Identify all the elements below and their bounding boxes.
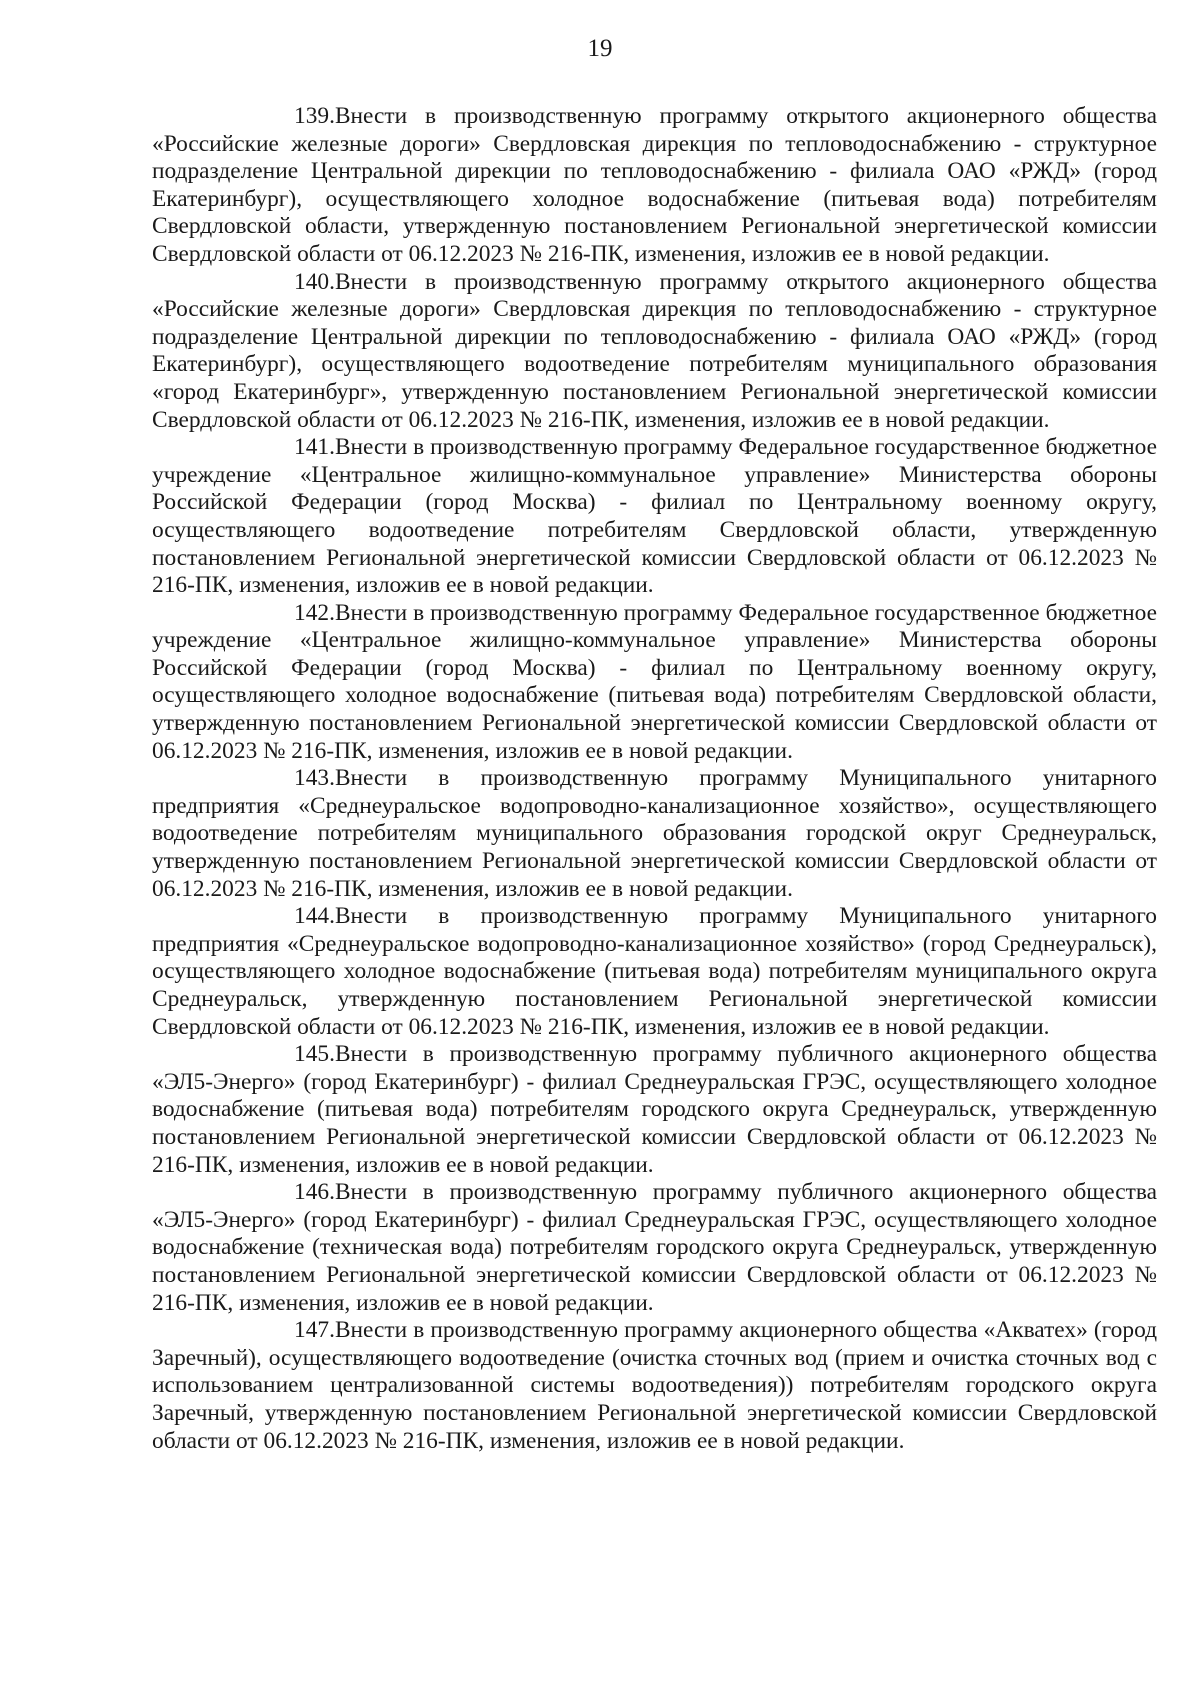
paragraph-text: Внести в производственную программу публичного акционерного общества «ЭЛ5-Энерго» (город Екатеринбург) - филиал Среднеуральская ГРЭС, осуществляющего холодное водоснабжение (техническая вода) потребителям городского округа Среднеуральск, утвержденную постановлением Региональной энергетической комиссии Свердловской области от 06.12.2023 № 216-ПК, изменения, изложив ее в новой редакции. — [152, 1179, 1157, 1316]
page-number: 19 — [587, 35, 613, 62]
paragraph-145 — [152, 1041, 1157, 1179]
paragraph-text: Внести в производственную программу Федеральное государственное бюджетное учреждение «Центральное жилищно-коммунальное управление» Министерства обороны Российской Федерации (город Москва) - филиал по Центральному военному округу, осуществляющего холодное водоснабжение (питьевая вода) потребителям Свердловской области, утвержденную постановлением Региональной энергетической комиссии Свердловской области от 06.12.2023 № 216-ПК, изменения, изложив ее в новой редакции. — [152, 599, 1157, 764]
paragraph-text: Внести в производственную программу акционерного общества «Акватех» (город Заречный), осуществляющего водоотведение (очистка сточных вод (прием и очистка сточных вод с использованием централизованной системы водоотведения)) потребителям городского округа Заречный, утвержденную постановлением Региональной энергетической комиссии Свердловской области от 06.12.2023 № 216-ПК, изменения, изложив ее в новой редакции. — [152, 1317, 1157, 1454]
paragraph-text: Внести в производственную программу Муниципального унитарного предприятия «Среднеуральское водопроводно-канализационное хозяйство» (город Среднеуральск), осуществляющего холодное водоснабжение (питьевая вода) потребителям муниципального округа Среднеуральск, утвержденную постановлением Региональной энергетической комиссии Свердловской области от 06.12.2023 № 216-ПК, изменения, изложив ее в новой редакции. — [152, 903, 1157, 1040]
paragraph-number: 143. — [294, 765, 335, 792]
paragraph-139 — [152, 103, 1157, 269]
paragraph-147 — [152, 1317, 1157, 1455]
paragraph-text: Внести в производственную программу Муниципального унитарного предприятия «Среднеуральское водопроводно-канализационное хозяйство», осуществляющего водоотведение потребителям муниципального образования городской округ Среднеуральск, утвержденную постановлением Региональной энергетической комиссии Свердловской области от 06.12.2023 № 216-ПК, изменения, изложив ее в новой редакции. — [152, 765, 1157, 902]
paragraph-number: 141. — [294, 434, 335, 461]
paragraph-number: 139. — [294, 103, 335, 129]
paragraph-number: 140. — [294, 268, 335, 295]
paragraph-number: 144. — [294, 903, 335, 930]
paragraph-146 — [152, 1179, 1157, 1317]
paragraph-number: 142. — [294, 599, 335, 626]
paragraph-143 — [152, 765, 1157, 903]
paragraph-number: 145. — [294, 1041, 335, 1068]
paragraph-144 — [152, 903, 1157, 1041]
paragraph-142 — [152, 600, 1157, 766]
paragraph-text: Внести в производственную программу Федеральное государственное бюджетное учреждение «Центральное жилищно-коммунальное управление» Министерства обороны Российской Федерации (город Москва) - филиал по Центральному военному округу, осуществляющего водоотведение потребителям Свердловской области, утвержденную постановлением Региональной энергетической комиссии Свердловской области от 06.12.2023 № 216-ПК, изменения, изложив ее в новой редакции. — [152, 434, 1157, 599]
paragraph-text: Внести в производственную программу открытого акционерного общества «Российские железные дороги» Свердловская дирекция по тепловодоснабжению - структурное подразделение Центральной дирекции по тепловодоснабжению - филиала ОАО «РЖД» (город Екатеринбург), осуществляющего холодное водоснабжение (питьевая вода) потребителям Свердловской области, утвержденную постановлением Региональной энергетической комиссии Свердловской области от 06.12.2023 № 216-ПК, изменения, изложив ее в новой редакции. — [152, 103, 1157, 267]
paragraph-text: Внести в производственную программу публичного акционерного общества «ЭЛ5-Энерго» (город Екатеринбург) - филиал Среднеуральская ГРЭС, осуществляющего холодное водоснабжение (питьевая вода) потребителям городского округа Среднеуральск, утвержденную постановлением Региональной энергетической комиссии Свердловской области от 06.12.2023 № 216-ПК, изменения, изложив ее в новой редакции. — [152, 1041, 1157, 1178]
document-body — [152, 103, 1157, 1455]
paragraph-141 — [152, 434, 1157, 600]
paragraph-number: 147. — [294, 1317, 335, 1344]
paragraph-number: 146. — [294, 1179, 335, 1206]
paragraph-text: Внести в производственную программу открытого акционерного общества «Российские железные дороги» Свердловская дирекция по тепловодоснабжению - структурное подразделение Центральной дирекции по тепловодоснабжению - филиала ОАО «РЖД» (город Екатеринбург), осуществляющего водоотведение потребителям муниципального образования «город Екатеринбург», утвержденную постановлением Региональной энергетической комиссии Свердловской области от 06.12.2023 № 216-ПК, изменения, изложив ее в новой редакции. — [152, 268, 1157, 433]
paragraph-140 — [152, 269, 1157, 435]
